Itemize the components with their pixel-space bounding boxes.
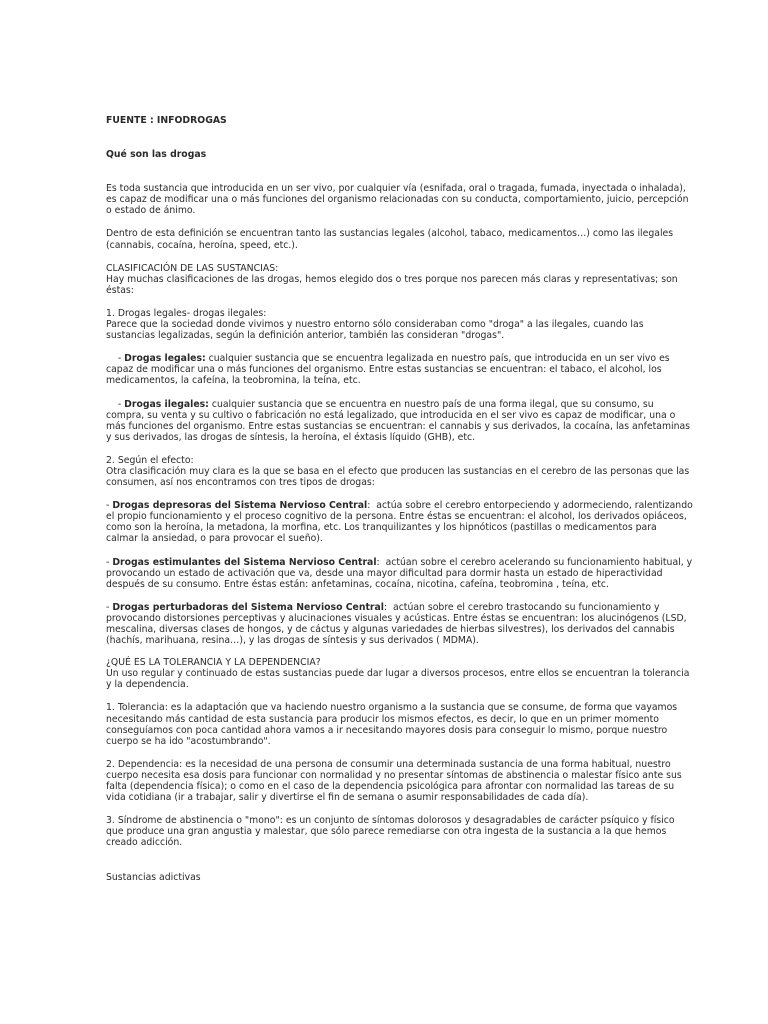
efecto-section: 2. Según el efecto: Otra clasificación muy clara es la que se basa en el efecto que producen las sustancias en el cerebro de las personas que las consumen, así nos encontramos con tres tipos de drogas:	[106, 454, 690, 489]
classification-section: CLASIFICACIÓN DE LAS SUSTANCIAS: Hay muchas clasificaciones de las drogas, hemos elegido dos o tres porque nos parecen más claras y representativas; son éstas:	[106, 262, 678, 296]
efecto-title: 2. Según el efecto:	[106, 454, 194, 466]
dependencia-paragraph: 2. Dependencia: es la necesidad de una persona de consumir una determinada sustancia de una forma habitual, nuestro cuerpo necesita esa dosis para funcionar con normalidad y no presentar síntomas de abstinencia o malestar físico ante sus falta (dependencia física); o como en el caso de la dependencia psicológica para afrontar con normalidad las tareas de su vida cotidiana (ir a trabajar, salir y divertirse el fin de semana o asumir responsabilidades de cada día).	[106, 758, 682, 804]
legal-section: 1. Drogas legales- drogas ilegales: Parece que la sociedad donde vivimos y nuestro entorno sólo consideraban como "droga" a las ilegales, cuando las sustancias legalizadas, según la definición anterior, también las consideran "drogas".	[106, 308, 666, 341]
perturbadoras-paragraph: - Drogas perturbadoras del Sistema Nervioso Central: actúan sobre el cerebro trastocando su funcionamiento y provocando distorsiones perceptivas y alucinaciones visuales y acústicas. Entre éstas se encuentran: los alucinógenos (LSD, mescalina, diversas clases de hongos, y de cáctus y algunas variedades de hierbas silvestres), los derivados del cannabis (hachís, marihuana, resina…), y las drogas de síntesis y sus derivados ( MDMA).	[106, 601, 687, 647]
document-body	[106, 115, 693, 883]
legal-title: 1. Drogas legales- drogas ilegales:	[106, 307, 267, 319]
classification-title: CLASIFICACIÓN DE LAS SUSTANCIAS:	[106, 262, 279, 274]
estimulantes-paragraph: - Drogas estimulantes del Sistema Nervioso Central: actúan sobre el cerebro acelerando su funcionamiento habitual, y provocando un estado de activación que va, desde una mayor dificultad para dormir hasta un estado de hiperactividad después de su consumo. Entre éstas están: anfetaminas, cocaína, nicotina, cafeína, teobromina , teína, etc.	[106, 556, 693, 590]
tolerancia-section: ¿QUÉ ES LA TOLERANCIA Y LA DEPENDENCIA? Un uso regular y continuado de estas sustancias puede dar lugar a diversos procesos, entre ellos se encuentran la tolerancia y la dependencia.	[106, 657, 690, 691]
drogas-ilegales-term: Drogas ilegales:	[124, 398, 209, 410]
drogas-ilegales-paragraph: - Drogas ilegales: cualquier sustancia que se encuentra en nuestro país de una forma ilegal, que su consumo, su compra, su venta y su cultivo o fabricación no está legalizado, que introducida en el ser vivo es capaz de modificar, una o más funciones del organismo. Entre estas sustancias se encuentran: el cannabis y sus derivados, la cocaína, las anfetaminas y sus derivados, las drogas de síntesis, la heroína, el éxtasis líquido (GHB), etc.	[106, 398, 691, 443]
intro-paragraph: Es toda sustancia que introducida en un ser vivo, por cualquier vía (esnifada, oral o tragada, fumada, inyectada o inhalada), es capaz de modificar una o más funciones del organismo relacionadas con su conducta, comportamiento, juicio, percepción o estado de ánimo.	[106, 183, 689, 217]
sustancias-adictivas-title: Sustancias adictivas	[106, 871, 201, 883]
drogas-legales-paragraph: - Drogas legales: cualquier sustancia que se encuentra legalizada en nuestro país, que introducida en un ser vivo es capaz de modificar una o más funciones del organismo. Entre estas sustancias se encuentran: el tabaco, el alcohol, los medicamentos, la cafeína, la teobromina, la teína, etc.	[106, 353, 670, 387]
source-line: FUENTE : INFODROGAS	[106, 115, 227, 126]
definition-paragraph: Dentro de esta definición se encuentran tanto las sustancias legales (alcohol, tabaco, medicamentos…) como las ilegales (cannabis, cocaína, heroína, speed, etc.).	[106, 228, 674, 251]
depresoras-paragraph: - Drogas depresoras del Sistema Nervioso Central: actúa sobre el cerebro entorpeciendo y adormeciendo, ralentizando el propio funcionamiento y el proceso cognitivo de la persona. Entre éstas se encuentran: el alcohol, los derivados opiáceos, como son la heroína, la metadona, la morfina, etc. Los tranquilizantes y los hipnóticos (pastillas o medicamentos para calmar la ansiedad, o para provocar el sueño).	[106, 500, 693, 545]
drogas-legales-term: Drogas legales:	[124, 353, 206, 365]
tolerancia-paragraph: 1. Tolerancia: es la adaptación que va haciendo nuestro organismo a la sustancia que se consume, de forma que vayamos necesitando más cantidad de esta sustancia para producir los mismos efectos, es decir, lo que en un primer momento conseguíamos con poca cantidad ahora vamos a ir necesitando mayores dosis para conseguir lo mismo, porque nuestro cuerpo se ha ido "acostumbrando".	[106, 702, 678, 747]
estimulantes-term: Drogas estimulantes del Sistema Nervioso Central	[112, 556, 377, 568]
perturbadoras-term: Drogas perturbadoras del Sistema Nervioso Central	[112, 601, 384, 613]
abstinencia-paragraph: 3. Síndrome de abstinencia o "mono": es un conjunto de síntomas dolorosos y desagradables de carácter psíquico y físico que produce una gran angustia y malestar, que sólo parece remediarse con otra ingesta de la sustancia a la que hemos creado adicción.	[106, 815, 675, 849]
tolerancia-title: ¿QUÉ ES LA TOLERANCIA Y LA DEPENDENCIA?	[106, 657, 321, 669]
depresoras-term: Drogas depresoras del Sistema Nervioso Central	[112, 500, 368, 512]
page-heading: Qué son las drogas	[106, 149, 207, 161]
